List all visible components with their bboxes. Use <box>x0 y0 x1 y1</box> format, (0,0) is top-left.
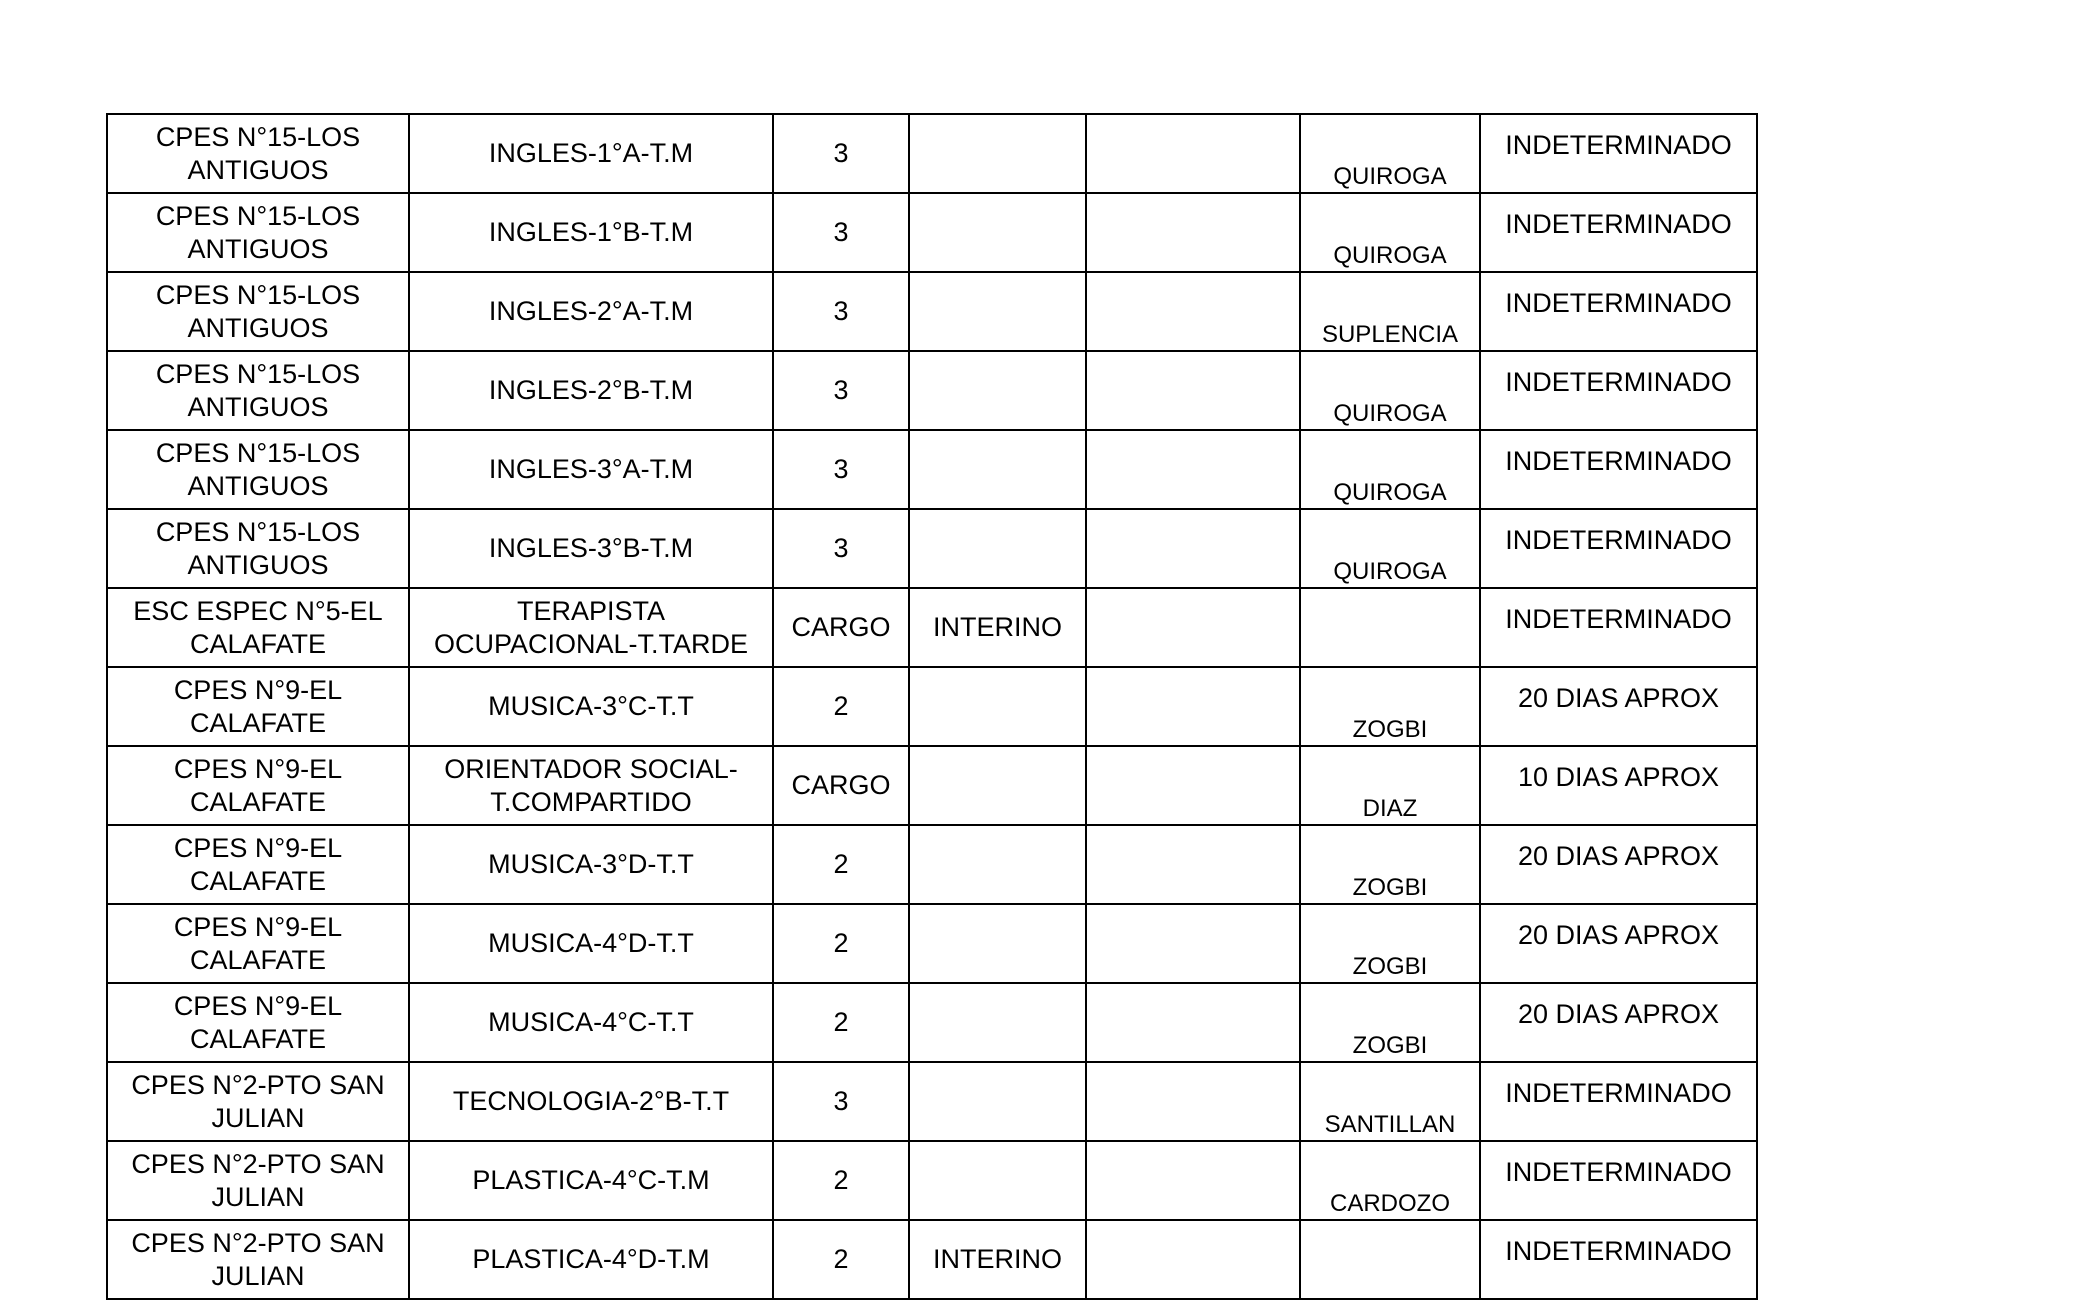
duration-cell: INDETERMINADO <box>1480 1220 1757 1299</box>
status-cell: INTERINO <box>909 1220 1086 1299</box>
hours-cell: 2 <box>773 904 909 983</box>
duration-cell: INDETERMINADO <box>1480 588 1757 667</box>
hours-cell: 3 <box>773 193 909 272</box>
school-cell: CPES N°15-LOS ANTIGUOS <box>107 509 409 588</box>
subject-cell: INGLES-3°A-T.M <box>409 430 773 509</box>
teacher-cell: ZOGBI <box>1300 667 1480 746</box>
hours-cell: 3 <box>773 351 909 430</box>
duration-cell: 10 DIAS APROX <box>1480 746 1757 825</box>
hours-cell: CARGO <box>773 588 909 667</box>
subject-cell: ORIENTADOR SOCIAL-T.COMPARTIDO <box>409 746 773 825</box>
subject-cell: MUSICA-3°C-T.T <box>409 667 773 746</box>
status-cell <box>909 193 1086 272</box>
table-row <box>107 1062 1757 1141</box>
status-cell <box>909 1062 1086 1141</box>
hours-cell: 2 <box>773 1220 909 1299</box>
school-cell: CPES N°9-EL CALAFATE <box>107 667 409 746</box>
teacher-cell: ZOGBI <box>1300 904 1480 983</box>
table-body <box>107 114 1757 1299</box>
duration-cell: 20 DIAS APROX <box>1480 904 1757 983</box>
empty-cell <box>1086 1062 1300 1141</box>
duration-cell: 20 DIAS APROX <box>1480 667 1757 746</box>
school-cell: CPES N°15-LOS ANTIGUOS <box>107 430 409 509</box>
table-row <box>107 509 1757 588</box>
status-cell <box>909 272 1086 351</box>
status-cell: INTERINO <box>909 588 1086 667</box>
school-cell: CPES N°15-LOS ANTIGUOS <box>107 114 409 193</box>
duration-cell: INDETERMINADO <box>1480 509 1757 588</box>
hours-cell: 2 <box>773 825 909 904</box>
school-cell: CPES N°15-LOS ANTIGUOS <box>107 193 409 272</box>
status-cell <box>909 351 1086 430</box>
hours-cell: 3 <box>773 114 909 193</box>
hours-cell: 3 <box>773 1062 909 1141</box>
empty-cell <box>1086 904 1300 983</box>
teacher-cell: ZOGBI <box>1300 983 1480 1062</box>
teacher-cell: ZOGBI <box>1300 825 1480 904</box>
table-row <box>107 904 1757 983</box>
hours-cell: 2 <box>773 983 909 1062</box>
subject-cell: INGLES-1°B-T.M <box>409 193 773 272</box>
teacher-cell: QUIROGA <box>1300 114 1480 193</box>
duration-cell: 20 DIAS APROX <box>1480 825 1757 904</box>
teacher-cell: DIAZ <box>1300 746 1480 825</box>
duration-cell: INDETERMINADO <box>1480 114 1757 193</box>
empty-cell <box>1086 193 1300 272</box>
duration-cell: 20 DIAS APROX <box>1480 983 1757 1062</box>
hours-cell: 3 <box>773 430 909 509</box>
duration-cell: INDETERMINADO <box>1480 1062 1757 1141</box>
status-cell <box>909 509 1086 588</box>
table-row <box>107 588 1757 667</box>
school-cell: CPES N°2-PTO SAN JULIAN <box>107 1220 409 1299</box>
table-row <box>107 746 1757 825</box>
table-row <box>107 193 1757 272</box>
empty-cell <box>1086 983 1300 1062</box>
school-cell: CPES N°15-LOS ANTIGUOS <box>107 272 409 351</box>
empty-cell <box>1086 825 1300 904</box>
status-cell <box>909 430 1086 509</box>
empty-cell <box>1086 746 1300 825</box>
subject-cell: MUSICA-4°C-T.T <box>409 983 773 1062</box>
teacher-cell <box>1300 588 1480 667</box>
vacancy-table <box>106 113 1758 1300</box>
teacher-cell: CARDOZO <box>1300 1141 1480 1220</box>
subject-cell: TERAPISTA OCUPACIONAL-T.TARDE <box>409 588 773 667</box>
hours-cell: 2 <box>773 667 909 746</box>
duration-cell: INDETERMINADO <box>1480 430 1757 509</box>
empty-cell <box>1086 509 1300 588</box>
subject-cell: INGLES-2°B-T.M <box>409 351 773 430</box>
table-row <box>107 430 1757 509</box>
empty-cell <box>1086 114 1300 193</box>
empty-cell <box>1086 667 1300 746</box>
teacher-cell: SANTILLAN <box>1300 1062 1480 1141</box>
teacher-cell <box>1300 1220 1480 1299</box>
hours-cell: CARGO <box>773 746 909 825</box>
status-cell <box>909 825 1086 904</box>
table-row <box>107 1220 1757 1299</box>
table-row <box>107 825 1757 904</box>
duration-cell: INDETERMINADO <box>1480 193 1757 272</box>
subject-cell: INGLES-3°B-T.M <box>409 509 773 588</box>
hours-cell: 3 <box>773 272 909 351</box>
school-cell: CPES N°9-EL CALAFATE <box>107 746 409 825</box>
subject-cell: MUSICA-4°D-T.T <box>409 904 773 983</box>
empty-cell <box>1086 588 1300 667</box>
school-cell: CPES N°15-LOS ANTIGUOS <box>107 351 409 430</box>
status-cell <box>909 667 1086 746</box>
school-cell: CPES N°9-EL CALAFATE <box>107 825 409 904</box>
teacher-cell: QUIROGA <box>1300 509 1480 588</box>
school-cell: CPES N°9-EL CALAFATE <box>107 904 409 983</box>
duration-cell: INDETERMINADO <box>1480 1141 1757 1220</box>
subject-cell: INGLES-1°A-T.M <box>409 114 773 193</box>
table-row <box>107 1141 1757 1220</box>
table-row <box>107 114 1757 193</box>
status-cell <box>909 1141 1086 1220</box>
school-cell: ESC ESPEC N°5-EL CALAFATE <box>107 588 409 667</box>
empty-cell <box>1086 351 1300 430</box>
school-cell: CPES N°2-PTO SAN JULIAN <box>107 1141 409 1220</box>
school-cell: CPES N°9-EL CALAFATE <box>107 983 409 1062</box>
status-cell <box>909 904 1086 983</box>
teacher-cell: QUIROGA <box>1300 430 1480 509</box>
table-row <box>107 351 1757 430</box>
table-row <box>107 983 1757 1062</box>
duration-cell: INDETERMINADO <box>1480 351 1757 430</box>
teacher-cell: SUPLENCIA <box>1300 272 1480 351</box>
status-cell <box>909 746 1086 825</box>
teacher-cell: QUIROGA <box>1300 351 1480 430</box>
empty-cell <box>1086 1220 1300 1299</box>
subject-cell: PLASTICA-4°C-T.M <box>409 1141 773 1220</box>
status-cell <box>909 983 1086 1062</box>
empty-cell <box>1086 1141 1300 1220</box>
subject-cell: PLASTICA-4°D-T.M <box>409 1220 773 1299</box>
empty-cell <box>1086 430 1300 509</box>
table-row <box>107 272 1757 351</box>
teacher-cell: QUIROGA <box>1300 193 1480 272</box>
status-cell <box>909 114 1086 193</box>
hours-cell: 3 <box>773 509 909 588</box>
school-cell: CPES N°2-PTO SAN JULIAN <box>107 1062 409 1141</box>
subject-cell: INGLES-2°A-T.M <box>409 272 773 351</box>
empty-cell <box>1086 272 1300 351</box>
duration-cell: INDETERMINADO <box>1480 272 1757 351</box>
subject-cell: TECNOLOGIA-2°B-T.T <box>409 1062 773 1141</box>
hours-cell: 2 <box>773 1141 909 1220</box>
subject-cell: MUSICA-3°D-T.T <box>409 825 773 904</box>
table-row <box>107 667 1757 746</box>
